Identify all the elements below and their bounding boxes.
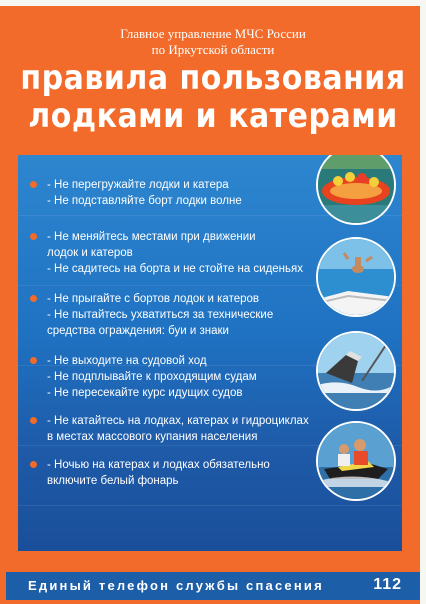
emergency-phone-number: 112 (373, 576, 402, 593)
organization-header (0, 26, 426, 58)
rule-line: в местах массового купания населения (47, 431, 258, 443)
emergency-phone-label: Единый телефон службы спасения (28, 578, 324, 593)
title-line-2: лодками и катерами (28, 96, 398, 137)
rule-line: - Не прыгайте с бортов лодок и катеров (47, 293, 260, 305)
boat-jump-photo (316, 237, 396, 317)
rule-line: - Не подплывайте к проходящим судам (47, 371, 257, 383)
rule-line: - Ночью на катерах и лодках обязательно (47, 459, 270, 471)
poster-title (0, 60, 426, 136)
rule-line: - Не пытайтесь ухватиться за технические (47, 309, 274, 321)
rule-line: включите белый фонарь (47, 475, 179, 487)
rule-item (26, 457, 316, 489)
rule-line: лодок и катеров (47, 247, 133, 259)
motorboat-photo (316, 331, 396, 411)
rule-item (26, 413, 316, 445)
rule-line: средства ограждения: буи и знаки (47, 325, 229, 337)
rule-item (26, 291, 316, 339)
rule-line: - Не подставляйте борт лодки волне (47, 195, 242, 207)
rule-line: - Не пересекайте курс идущих судов (47, 387, 243, 399)
bullet-icon (30, 357, 37, 364)
rule-line: - Не садитесь на борта и не стойте на сиденьях (47, 263, 304, 275)
rule-item (26, 353, 316, 401)
bullet-icon (30, 233, 37, 240)
bullet-icon (30, 417, 37, 424)
title-line-1: правила пользования (20, 58, 406, 98)
rule-line: - Не катайтесь на лодках, катерах и гидроциклах (47, 415, 309, 427)
rule-line: - Не выходите на судовой ход (47, 355, 207, 367)
org-line-2: по Иркутской области (151, 42, 275, 57)
rule-line: - Не перегружайте лодки и катера (47, 179, 229, 191)
rule-item (26, 229, 316, 277)
org-line-1: Главное управление МЧС России (120, 26, 306, 41)
sea-panel (18, 155, 402, 551)
emergency-phone-banner (6, 572, 420, 600)
rule-item (26, 177, 316, 209)
bullet-icon (30, 461, 37, 468)
bullet-icon (30, 295, 37, 302)
bullet-icon (30, 181, 37, 188)
rule-line: - Не меняйтесь местами при движении (47, 231, 256, 243)
jetski-photo (316, 421, 396, 501)
